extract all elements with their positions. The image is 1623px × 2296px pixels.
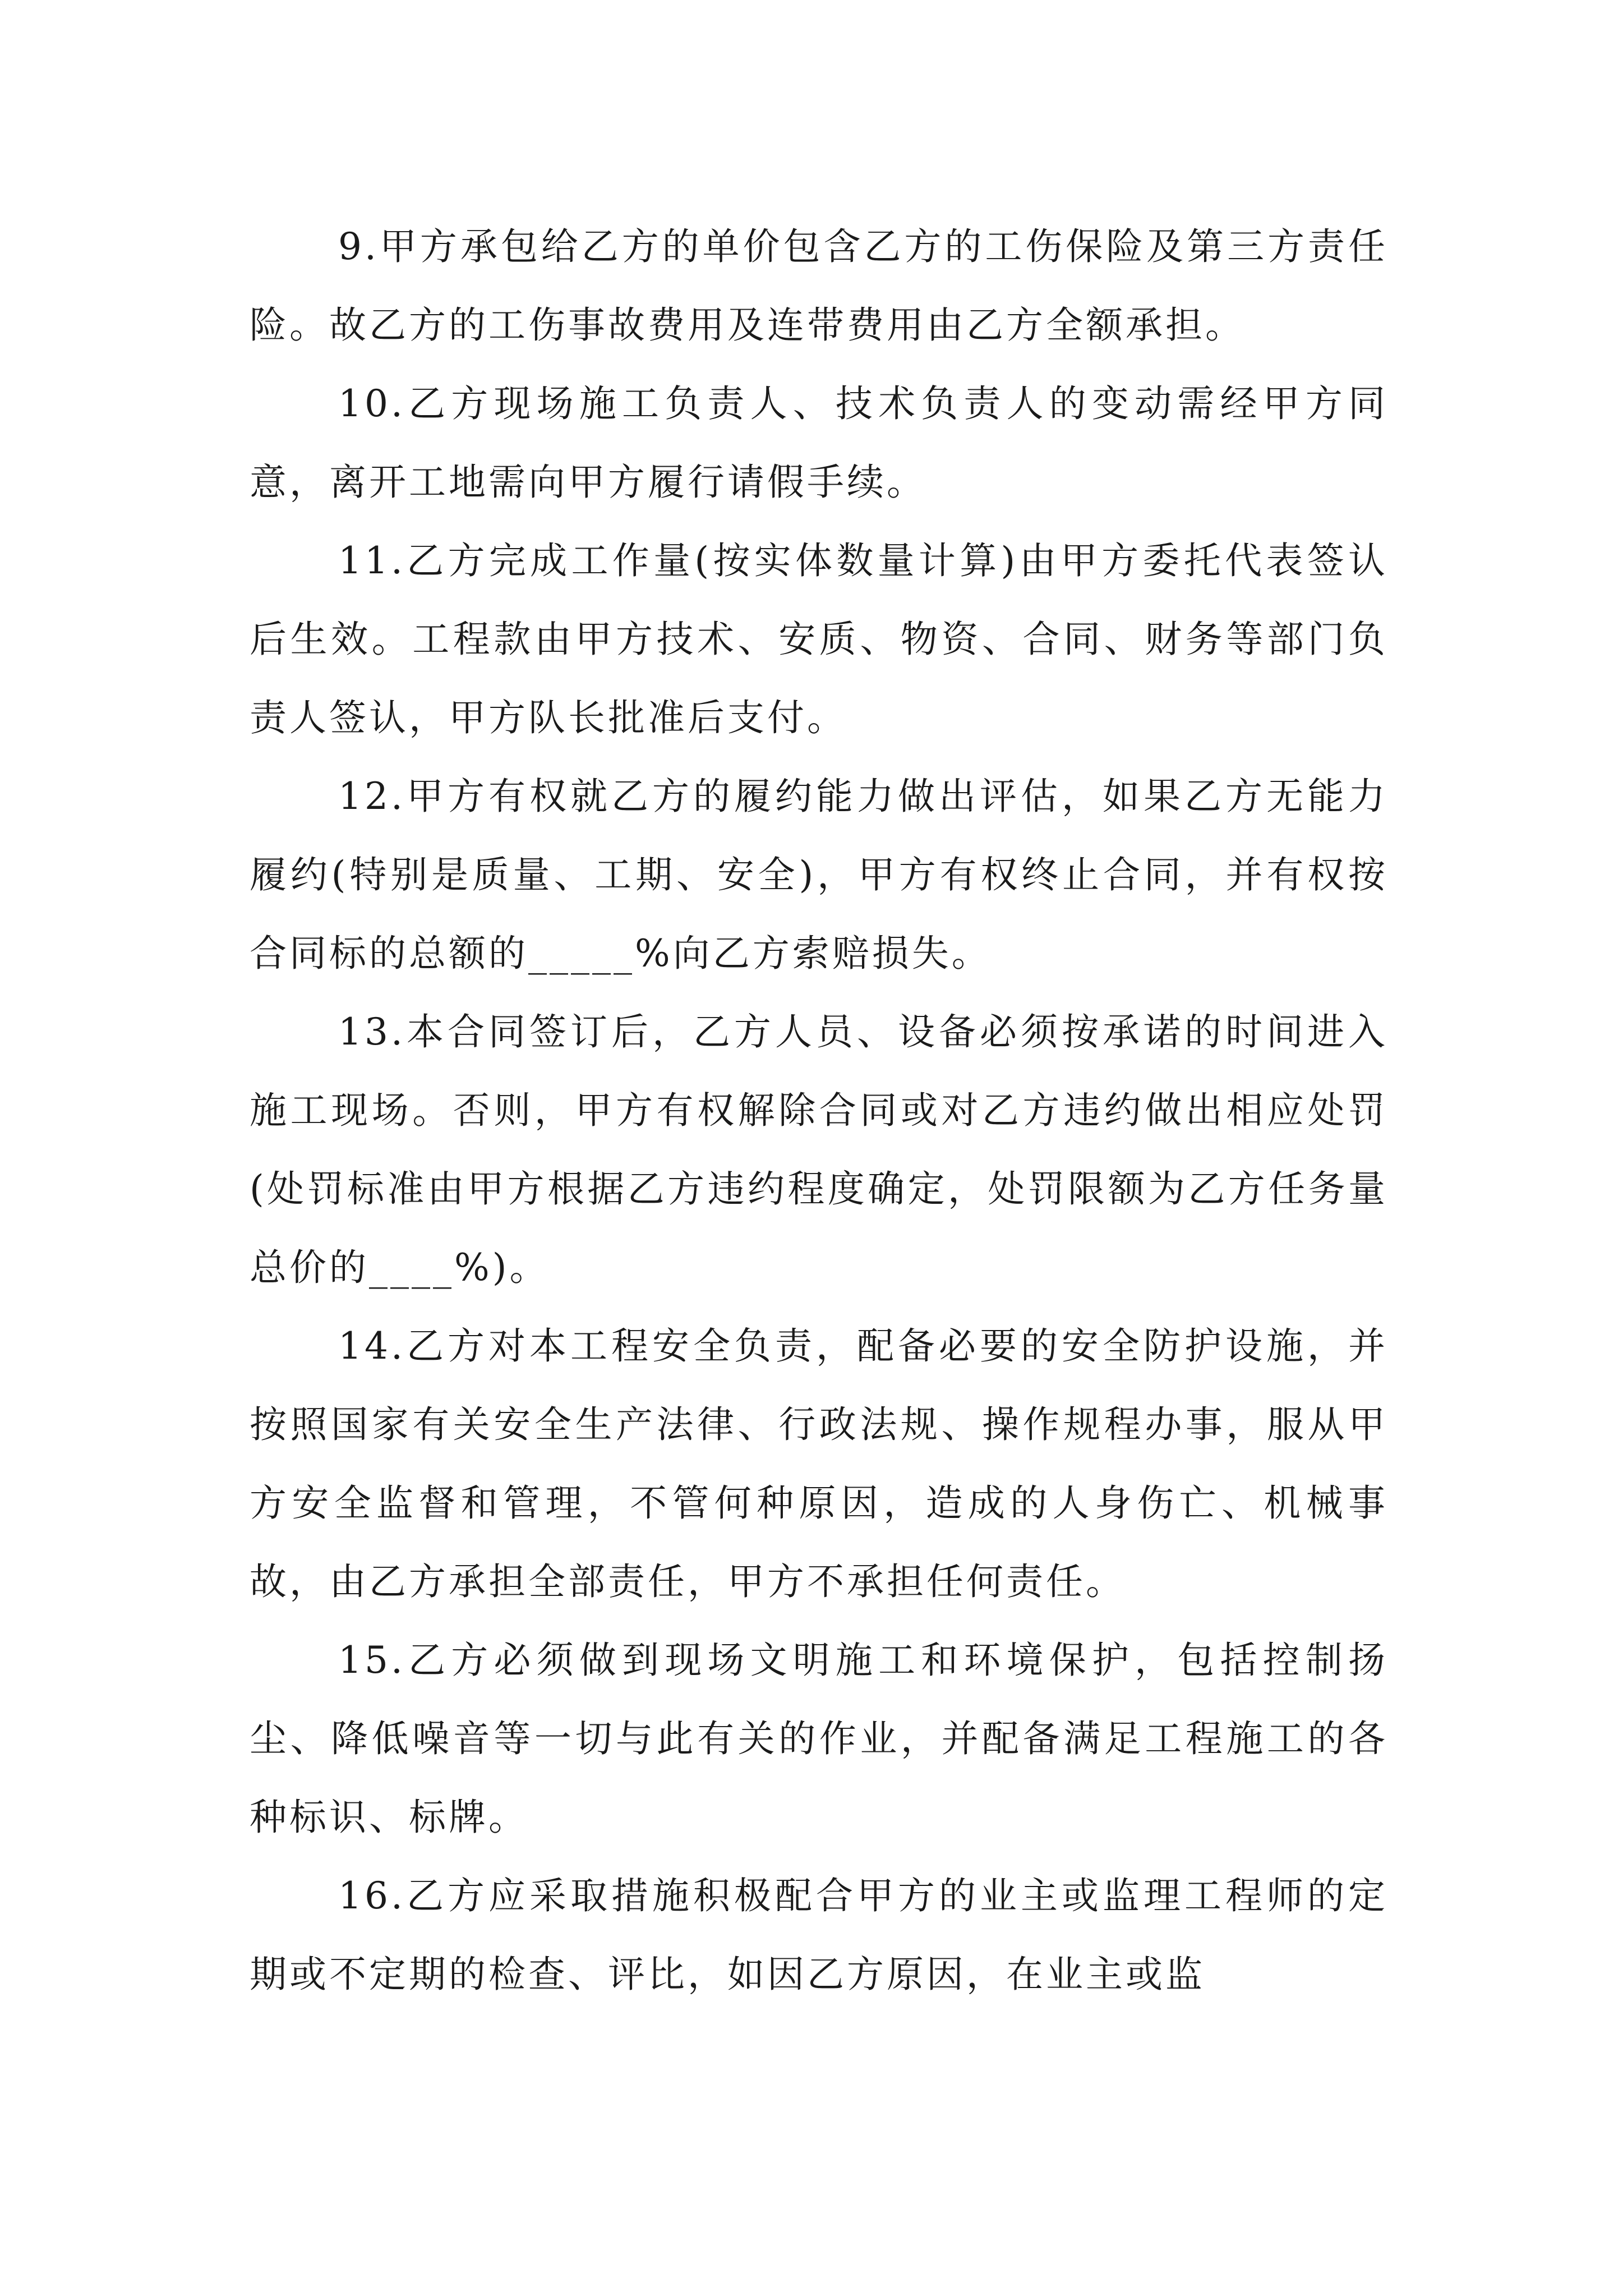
contract-clauses <box>250 208 1388 2014</box>
clause-9: 9.甲方承包给乙方的单价包含乙方的工伤保险及第三方责任险。故乙方的工伤事故费用及连带费用由乙方全额承担。 <box>250 225 1388 347</box>
clause-14: 14.乙方对本工程安全负责，配备必要的安全防护设施，并按照国家有关安全生产法律、行政法规、操作规程办事，服从甲方安全监督和管理，不管何种原因，造成的人身伤亡、机械事故，由乙方承担全部责任，甲方不承担任何责任。 <box>250 1324 1388 1603</box>
clause-10: 10.乙方现场施工负责人、技术负责人的变动需经甲方同意，离开工地需向甲方履行请假手续。 <box>250 382 1388 504</box>
clause-13: 13.本合同签订后，乙方人员、设备必须按承诺的时间进入施工现场。否则，甲方有权解除合同或对乙方违约做出相应处罚(处罚标准由甲方根据乙方违约程度确定，处罚限额为乙方任务量总价的____%)。 <box>250 1010 1388 1289</box>
clause-12: 12.甲方有权就乙方的履约能力做出评估，如果乙方无能力履约(特别是质量、工期、安全)，甲方有权终止合同，并有权按合同标的总额的_____%向乙方索赔损失。 <box>250 775 1388 975</box>
clause-15: 15.乙方必须做到现场文明施工和环境保护，包括控制扬尘、降低噪音等一切与此有关的作业，并配备满足工程施工的各种标识、标牌。 <box>250 1639 1388 1839</box>
clause-16: 16.乙方应采取措施积极配合甲方的业主或监理工程师的定期或不定期的检查、评比，如因乙方原因，在业主或监 <box>250 1874 1388 1996</box>
clause-11: 11.乙方完成工作量(按实体数量计算)由甲方委托代表签认后生效。工程款由甲方技术、安质、物资、合同、财务等部门负责人签认，甲方队长批准后支付。 <box>250 539 1388 739</box>
